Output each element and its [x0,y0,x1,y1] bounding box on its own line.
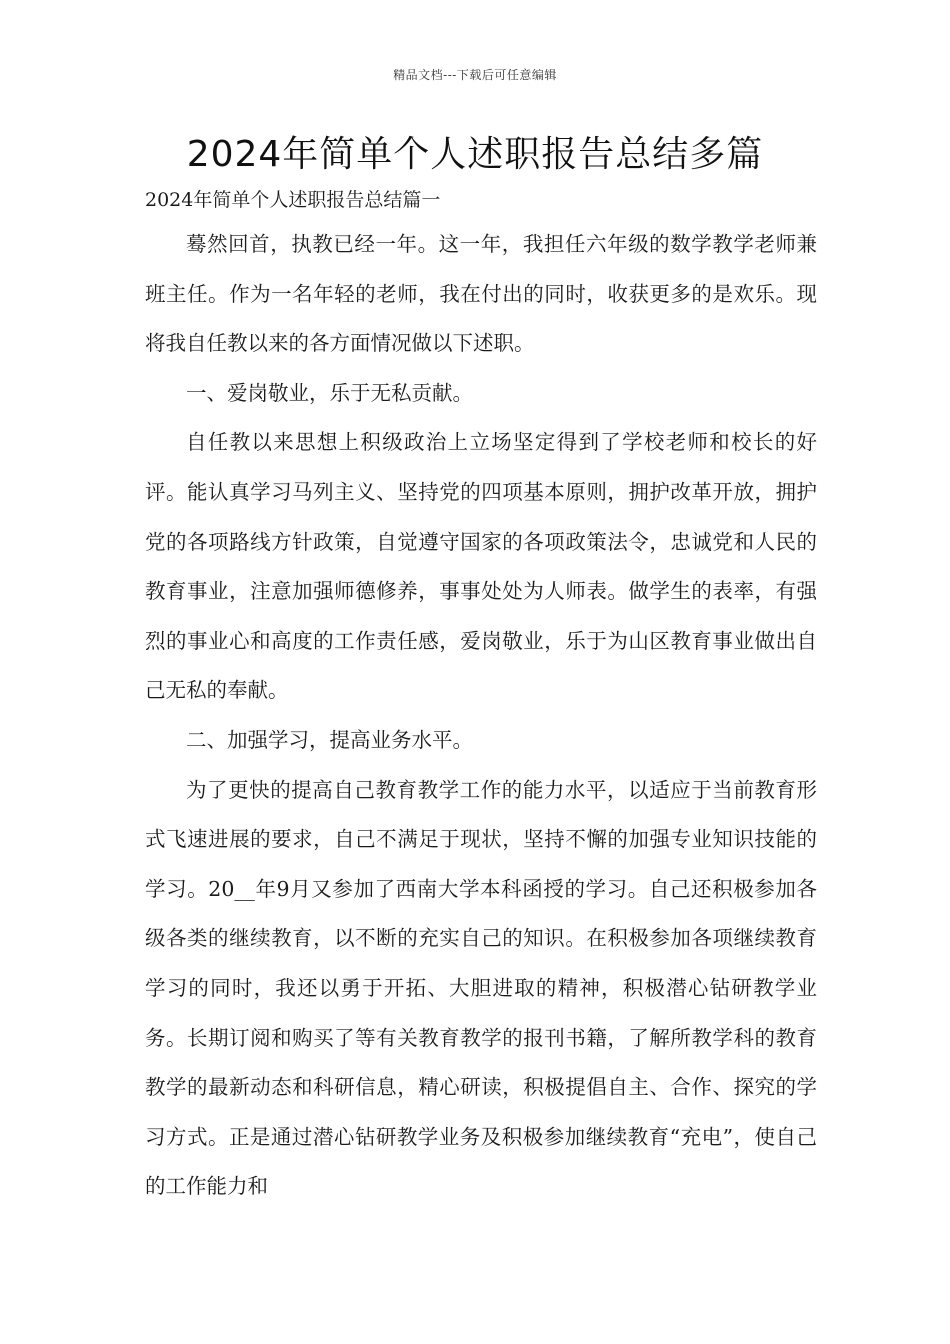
header-note: 精品文档---下载后可任意编辑 [393,68,557,82]
section-subtitle: 2024年简单个人述职报告总结篇一 [145,189,441,211]
document-body [145,180,817,1212]
paragraph-dedication: 自任教以来思想上积级政治上立场坚定得到了学校老师和校长的好评。能认真学习马列主义、坚持党的四项基本原则，拥护改革开放，拥护党的各项路线方针政策，自觉遵守国家的各项政策法令，忠诚党和人民的教育事业，注意加强师德修养，事事处处为人师表。做学生的表率，有强烈的事业心和高度的工作责任感，爱岗敬业，乐于为山区教育事业做出自己无私的奉献。 [145,430,817,703]
paragraph-study: 为了更快的提高自己教育教学工作的能力水平，以适应于当前教育形式飞速进展的要求，自己不满足于现状，坚持不懈的加强专业知识技能的学习。20__年9月又参加了西南大学本科函授的学习。自己还积极参加各级各类的继续教育，以不断的充实自己的知识。在积极参加各项继续教育学习的同时，我还以勇于开拓、大胆进取的精神，积极潜心钻研教学业务。长期订阅和购买了等有关教育教学的报刊书籍，了解所教学科的教育教学的最新动态和科研信息，精心研读，积极提倡自主、合作、探究的学习方式。正是通过潜心钻研教学业务及积极参加继续教育“充电”，使自己的工作能力和 [145,777,817,1199]
section-heading-2: 二、加强学习，提高业务水平。 [186,727,473,752]
document-title: 2024年简单个人述职报告总结多篇 [186,134,764,175]
section-heading-1: 一、爱岗敬业，乐于无私贡献。 [186,380,473,405]
paragraph-intro: 蓦然回首，执教已经一年。这一年，我担任六年级的数学教学老师兼班主任。作为一名年轻的老师，我在付出的同时，收获更多的是欢乐。现将我自任教以来的各方面情况做以下述职。 [145,232,817,356]
